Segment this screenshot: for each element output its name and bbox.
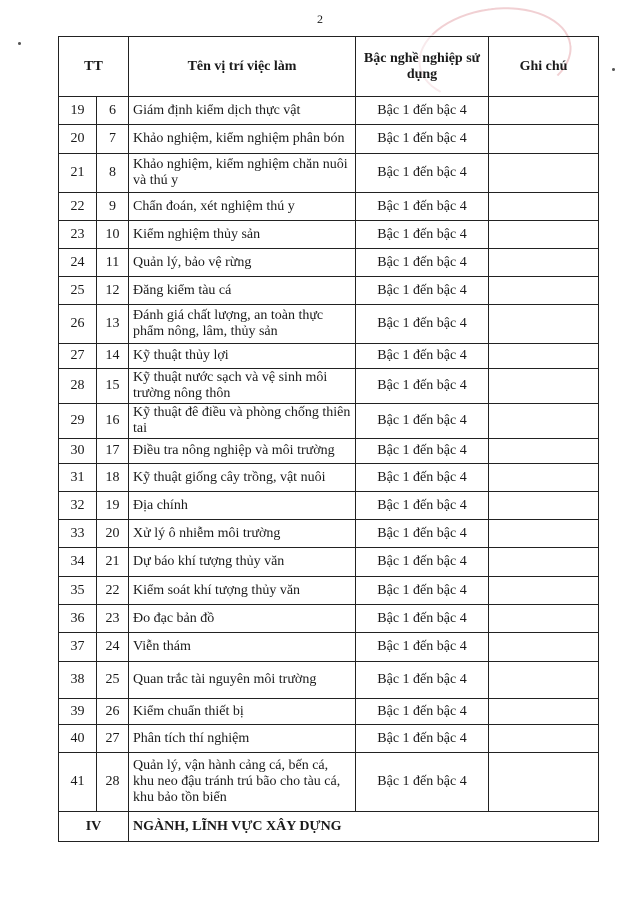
row-note: [489, 725, 599, 753]
row-level: Bậc 1 đến bậc 4: [356, 221, 489, 249]
row-number: 29: [59, 404, 97, 439]
row-note: [489, 699, 599, 725]
row-number: 19: [59, 97, 97, 125]
row-note: [489, 305, 599, 344]
scan-dot: [18, 42, 21, 45]
row-number: 31: [59, 464, 97, 492]
row-position-name: Xử lý ô nhiễm môi trường: [129, 520, 356, 548]
row-sub-number: 23: [97, 605, 129, 633]
row-note: [489, 97, 599, 125]
positions-table: [58, 36, 599, 842]
row-position-name: Kỹ thuật thủy lợi: [129, 344, 356, 369]
row-note: [489, 404, 599, 439]
row-number: 21: [59, 154, 97, 193]
table-row: [59, 125, 599, 154]
header-tt: TT: [59, 37, 129, 97]
table-row: [59, 439, 599, 464]
row-level: Bậc 1 đến bậc 4: [356, 753, 489, 812]
row-sub-number: 27: [97, 725, 129, 753]
row-note: [489, 662, 599, 699]
row-note: [489, 125, 599, 154]
table-row: [59, 725, 599, 753]
row-sub-number: 24: [97, 633, 129, 662]
table-row: [59, 97, 599, 125]
row-level: Bậc 1 đến bậc 4: [356, 344, 489, 369]
row-level: Bậc 1 đến bậc 4: [356, 369, 489, 404]
table-row: [59, 699, 599, 725]
header-note: Ghi chú: [489, 37, 599, 97]
header-position: Tên vị trí việc làm: [129, 37, 356, 97]
row-level: Bậc 1 đến bậc 4: [356, 97, 489, 125]
header-level: Bậc nghề nghiệp sử dụng: [356, 37, 489, 97]
row-note: [489, 753, 599, 812]
row-position-name: Kiểm soát khí tượng thủy văn: [129, 577, 356, 605]
table-row: [59, 492, 599, 520]
row-level: Bậc 1 đến bậc 4: [356, 725, 489, 753]
row-level: Bậc 1 đến bậc 4: [356, 699, 489, 725]
row-position-name: Kiểm nghiệm thủy sản: [129, 221, 356, 249]
row-level: Bậc 1 đến bậc 4: [356, 125, 489, 154]
row-sub-number: 17: [97, 439, 129, 464]
row-sub-number: 10: [97, 221, 129, 249]
table-row: [59, 154, 599, 193]
table-row: [59, 344, 599, 369]
row-level: Bậc 1 đến bậc 4: [356, 492, 489, 520]
row-position-name: Đo đạc bản đồ: [129, 605, 356, 633]
row-number: 32: [59, 492, 97, 520]
section-title: NGÀNH, LĨNH VỰC XÂY DỰNG: [129, 812, 599, 842]
row-level: Bậc 1 đến bậc 4: [356, 439, 489, 464]
row-note: [489, 633, 599, 662]
row-sub-number: 20: [97, 520, 129, 548]
table-header-row: [59, 37, 599, 97]
row-sub-number: 7: [97, 125, 129, 154]
table-row: [59, 662, 599, 699]
row-note: [489, 439, 599, 464]
row-sub-number: 12: [97, 277, 129, 305]
row-sub-number: 9: [97, 193, 129, 221]
row-position-name: Kỹ thuật nước sạch và vệ sinh môi trường nông thôn: [129, 369, 356, 404]
row-note: [489, 193, 599, 221]
row-number: 28: [59, 369, 97, 404]
table-row: [59, 369, 599, 404]
row-level: Bậc 1 đến bậc 4: [356, 520, 489, 548]
row-note: [489, 548, 599, 577]
row-sub-number: 6: [97, 97, 129, 125]
section-row: [59, 812, 599, 842]
row-position-name: Đánh giá chất lượng, an toàn thực phẩm nông, lâm, thủy sản: [129, 305, 356, 344]
row-note: [489, 277, 599, 305]
row-number: 33: [59, 520, 97, 548]
row-position-name: Dự báo khí tượng thủy văn: [129, 548, 356, 577]
row-number: 26: [59, 305, 97, 344]
row-position-name: Điều tra nông nghiệp và môi trường: [129, 439, 356, 464]
row-position-name: Địa chính: [129, 492, 356, 520]
page-number: 2: [317, 12, 323, 26]
row-number: 20: [59, 125, 97, 154]
row-level: Bậc 1 đến bậc 4: [356, 464, 489, 492]
table-row: [59, 633, 599, 662]
row-note: [489, 492, 599, 520]
row-level: Bậc 1 đến bậc 4: [356, 305, 489, 344]
row-sub-number: 21: [97, 548, 129, 577]
row-sub-number: 28: [97, 753, 129, 812]
row-position-name: Đăng kiểm tàu cá: [129, 277, 356, 305]
row-number: 35: [59, 577, 97, 605]
row-level: Bậc 1 đến bậc 4: [356, 662, 489, 699]
scan-dot: [612, 68, 615, 71]
row-position-name: Kỹ thuật giống cây trồng, vật nuôi: [129, 464, 356, 492]
table-row: [59, 605, 599, 633]
table-row: [59, 548, 599, 577]
table-row: [59, 577, 599, 605]
row-number: 34: [59, 548, 97, 577]
row-note: [489, 577, 599, 605]
table-row: [59, 221, 599, 249]
row-number: 24: [59, 249, 97, 277]
row-position-name: Giám định kiểm dịch thực vật: [129, 97, 356, 125]
row-sub-number: 16: [97, 404, 129, 439]
row-number: 23: [59, 221, 97, 249]
row-sub-number: 25: [97, 662, 129, 699]
row-position-name: Viễn thám: [129, 633, 356, 662]
row-position-name: Kỹ thuật đê điều và phòng chống thiên tai: [129, 404, 356, 439]
table-row: [59, 404, 599, 439]
table-row: [59, 753, 599, 812]
row-level: Bậc 1 đến bậc 4: [356, 577, 489, 605]
row-position-name: Quan trắc tài nguyên môi trường: [129, 662, 356, 699]
row-number: 25: [59, 277, 97, 305]
table-body: [59, 97, 599, 812]
row-sub-number: 13: [97, 305, 129, 344]
row-sub-number: 14: [97, 344, 129, 369]
row-position-name: Khảo nghiệm, kiểm nghiệm chăn nuôi và thú y: [129, 154, 356, 193]
row-note: [489, 520, 599, 548]
row-position-name: Kiểm chuẩn thiết bị: [129, 699, 356, 725]
row-note: [489, 605, 599, 633]
row-position-name: Khảo nghiệm, kiểm nghiệm phân bón: [129, 125, 356, 154]
row-number: 36: [59, 605, 97, 633]
row-level: Bậc 1 đến bậc 4: [356, 193, 489, 221]
section-number: IV: [59, 812, 129, 842]
row-number: 39: [59, 699, 97, 725]
row-sub-number: 18: [97, 464, 129, 492]
row-level: Bậc 1 đến bậc 4: [356, 277, 489, 305]
row-number: 37: [59, 633, 97, 662]
table-row: [59, 305, 599, 344]
row-number: 41: [59, 753, 97, 812]
row-sub-number: 8: [97, 154, 129, 193]
table-row: [59, 193, 599, 221]
row-position-name: Quản lý, bảo vệ rừng: [129, 249, 356, 277]
table-row: [59, 277, 599, 305]
row-level: Bậc 1 đến bậc 4: [356, 404, 489, 439]
row-note: [489, 154, 599, 193]
table-row: [59, 520, 599, 548]
row-number: 30: [59, 439, 97, 464]
row-level: Bậc 1 đến bậc 4: [356, 605, 489, 633]
row-level: Bậc 1 đến bậc 4: [356, 249, 489, 277]
row-level: Bậc 1 đến bậc 4: [356, 633, 489, 662]
table-row: [59, 464, 599, 492]
row-position-name: Chẩn đoán, xét nghiệm thú y: [129, 193, 356, 221]
table-row: [59, 249, 599, 277]
row-position-name: Phân tích thí nghiệm: [129, 725, 356, 753]
row-note: [489, 344, 599, 369]
row-number: 38: [59, 662, 97, 699]
row-level: Bậc 1 đến bậc 4: [356, 154, 489, 193]
row-sub-number: 15: [97, 369, 129, 404]
row-sub-number: 11: [97, 249, 129, 277]
row-note: [489, 249, 599, 277]
row-note: [489, 464, 599, 492]
row-position-name: Quản lý, vận hành cảng cá, bến cá, khu neo đậu tránh trú bão cho tàu cá, khu bảo tồn biển: [129, 753, 356, 812]
row-number: 22: [59, 193, 97, 221]
row-level: Bậc 1 đến bậc 4: [356, 548, 489, 577]
row-number: 40: [59, 725, 97, 753]
row-number: 27: [59, 344, 97, 369]
row-note: [489, 221, 599, 249]
row-note: [489, 369, 599, 404]
row-sub-number: 26: [97, 699, 129, 725]
row-sub-number: 22: [97, 577, 129, 605]
row-sub-number: 19: [97, 492, 129, 520]
